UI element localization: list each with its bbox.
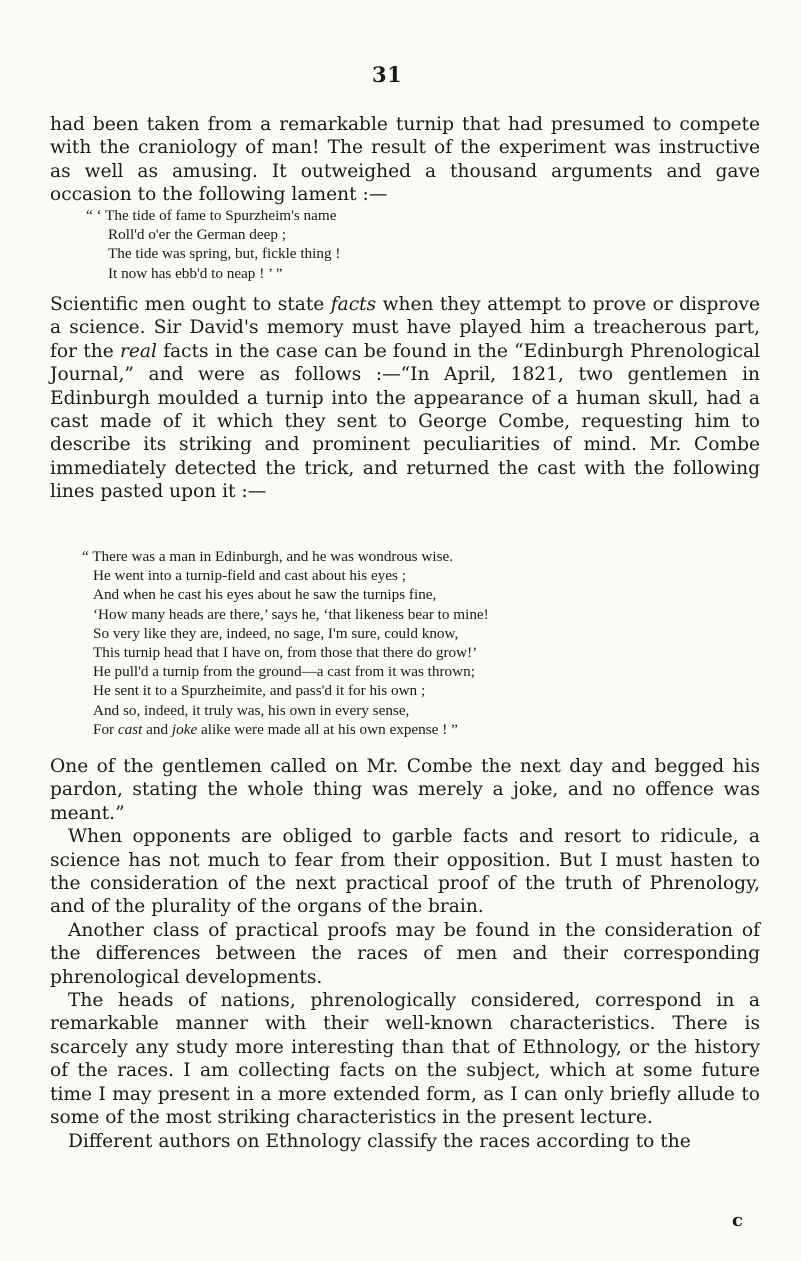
closing-paragraphs-block	[50, 755, 760, 1153]
lament-verse	[86, 206, 340, 283]
paragraph-turnip-intro: had been taken from a remarkable turnip that had presumed to compete with the craniology of man! The result of the experiment was instructive as well as amusing. It outweighed a thousand arguments and gave occasion to the following lament :—	[50, 114, 760, 206]
verse-line: This turnip head that I have on, from those that there do grow!’	[93, 644, 478, 662]
verse-line: The tide was spring, but, fickle thing !	[108, 245, 341, 263]
signature-mark: c	[732, 1210, 743, 1231]
paragraph-scientific-facts	[50, 293, 760, 504]
paragraph-pardon: One of the gentlemen called on Mr. Combe the next day and begged his pardon, stating the whole thing was merely a joke, and no offence was meant.”	[50, 756, 760, 824]
verse-line: “ ‘ The tide of fame to Spurzheim's name	[86, 207, 337, 224]
page-number: 31	[372, 62, 403, 87]
text-run: and	[146, 720, 169, 738]
verse-line: “ There was a man in Edinburgh, and he was wondrous wise.	[82, 548, 454, 565]
verse-line: He went into a turnip-field and cast about his eyes ;	[93, 567, 406, 585]
verse-line: ‘How many heads are there,’ says he, ‘that likeness bear to mine!	[93, 605, 489, 623]
paragraph-opponents: When opponents are obliged to garble facts and resort to ridicule, a science has not much to fear from their opposition. But I must hasten to the consideration of the next practical proof of the truth of Phrenology, and of the plurality of the organs of the brain.	[50, 826, 760, 918]
italic-facts: facts	[330, 294, 377, 315]
paragraph-nations: The heads of nations, phrenologically considered, correspond in a remarkable manner with their well-known characteristics. There is scarcely any study more interesting than that of Ethnology, or the history of the races. I am collecting facts on the subject, which at some future time I may present in a more extended form, as I can only briefly allude to some of the most striking characteristics in the present lecture.	[50, 990, 760, 1129]
paragraph-ethnology: Different authors on Ethnology classify the races according to the	[68, 1130, 691, 1152]
paragraph-practical-proofs: Another class of practical proofs may be found in the consideration of the differences between the races of men and their corresponding phrenological developments.	[50, 919, 760, 988]
verse-line: And when he cast his eyes about he saw the turnips fine,	[93, 586, 437, 604]
verse-line: He sent it to a Spurzheimite, and pass'd it for his own ;	[93, 682, 426, 700]
opening-paragraph-block	[50, 113, 760, 207]
text-run: when they attempt to prove or disprove a science. Sir David's memory must have played him a treacherous part, for the	[50, 294, 760, 362]
italic-joke: joke	[171, 720, 198, 738]
scientific-facts-paragraph-block	[50, 293, 760, 504]
text-run: alike were made all at his own expense ! ”	[201, 720, 458, 738]
text-run: For	[93, 720, 115, 738]
verse-line-last	[82, 720, 489, 739]
verse-line: And so, indeed, it truly was, his own in every sense,	[93, 701, 410, 719]
edinburgh-verse	[82, 547, 489, 739]
text-run: Scientific men ought to state	[50, 294, 325, 315]
italic-real: real	[119, 340, 157, 362]
italic-cast: cast	[117, 720, 143, 738]
verse-line: So very like they are, indeed, no sage, I'm sure, could know,	[93, 624, 459, 642]
text-run: facts in the case can be found in the “Edinburgh Phrenological Journal,” and were as follows :—“In April, 1821, two gentlemen in Edinburgh moulded a turnip into the appearance of a human skull, had a cast made of it which they sent to George Combe, requesting him to describe its striking and prominent peculiarities of mind. Mr. Combe immediately detected the trick, and returned the cast with the following lines pasted upon it :—	[50, 340, 760, 503]
verse-line: He pull'd a turnip from the ground—a cast from it was thrown;	[93, 663, 475, 681]
verse-line: Roll'd o'er the German deep ;	[108, 226, 286, 244]
verse-line: It now has ebb'd to neap ! ’ ”	[108, 264, 283, 282]
